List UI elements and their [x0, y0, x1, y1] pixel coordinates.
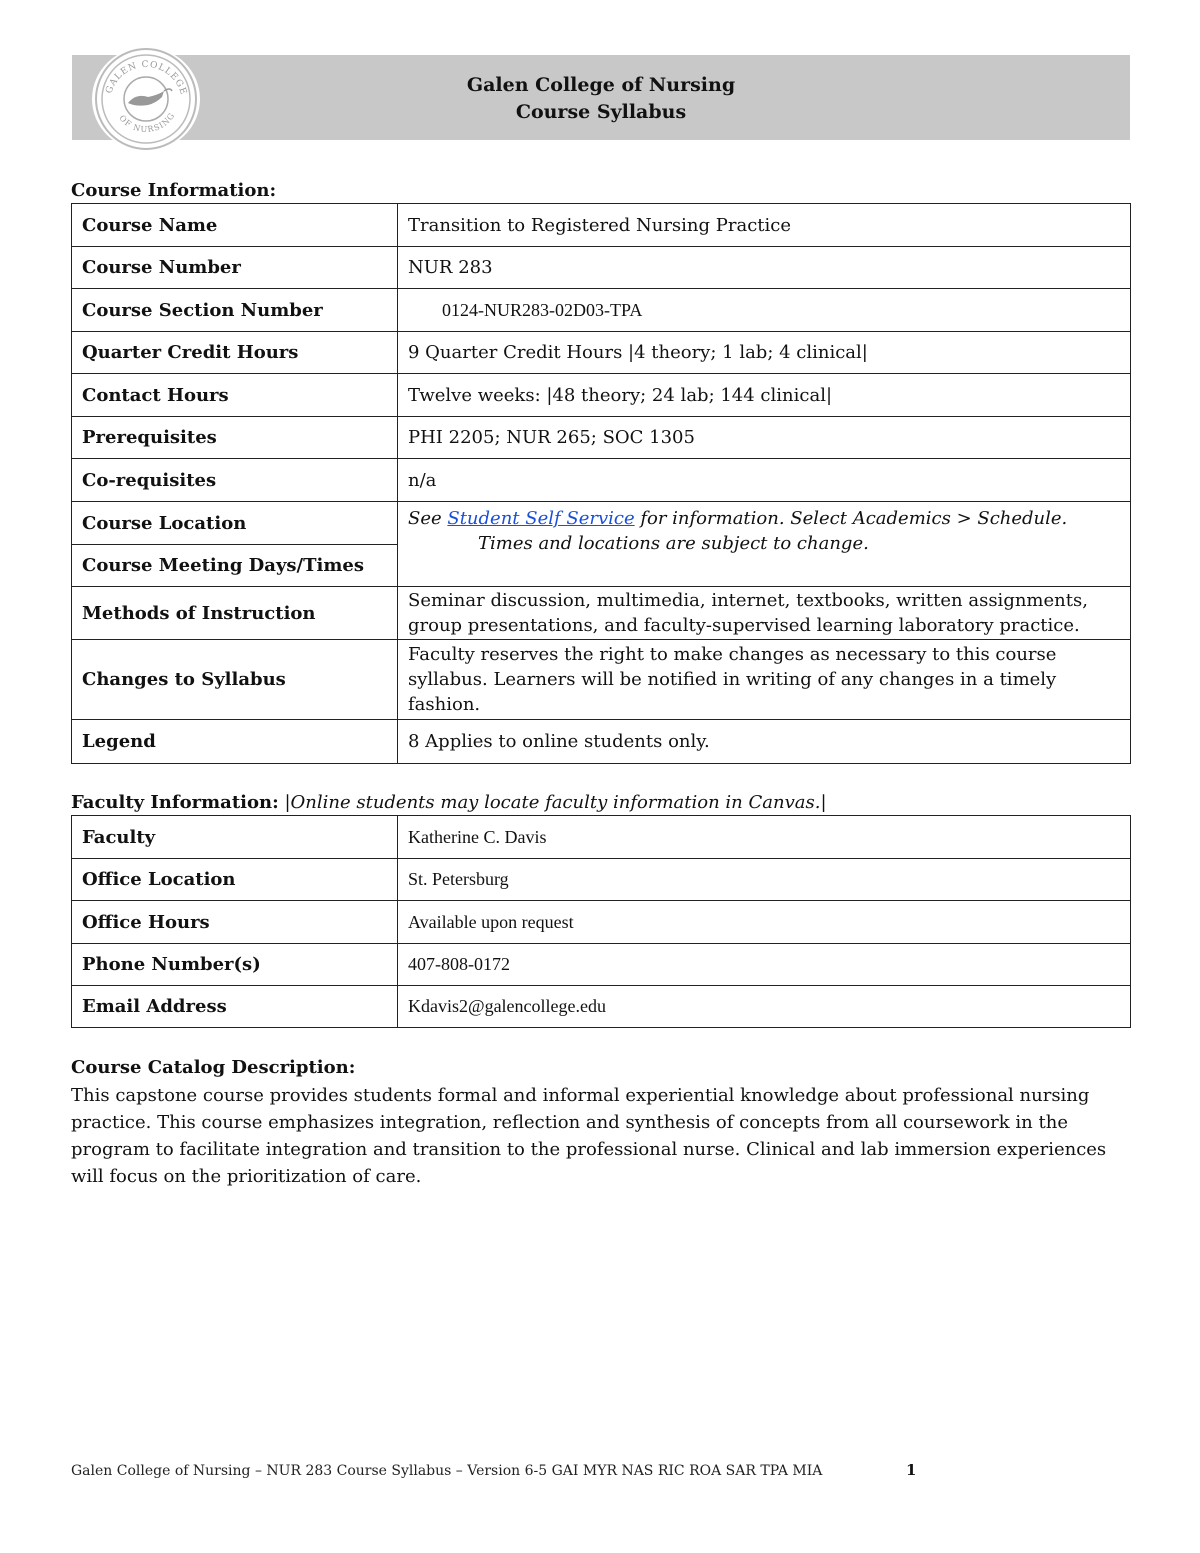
page-number: 1: [906, 1461, 917, 1479]
row-value: Transition to Registered Nursing Practice: [398, 204, 1131, 247]
row-key: Prerequisites: [72, 417, 398, 459]
row-key: Faculty: [72, 816, 398, 859]
faculty-information-table: [71, 815, 1131, 1028]
row-key: Legend: [72, 720, 398, 764]
table-row: [72, 720, 1131, 764]
row-key: Contact Hours: [72, 374, 398, 417]
table-row: [72, 417, 1131, 459]
table-row: [72, 901, 1131, 944]
row-value: Available upon request: [398, 901, 1131, 944]
table-row: [72, 986, 1131, 1028]
table-row: [72, 944, 1131, 986]
table-row: [72, 587, 1131, 640]
page-footer: Galen College of Nursing – NUR 283 Course Syllabus – Version 6-5 GAI MYR NAS RIC ROA SAR TPA MIA: [71, 1463, 823, 1479]
svg-text:GALEN COLLEGE: GALEN COLLEGE: [104, 59, 189, 97]
row-value: Kdavis2@galencollege.edu: [398, 986, 1131, 1028]
row-key: Office Location: [72, 859, 398, 901]
row-key: Course Meeting Days/Times: [72, 545, 398, 587]
faculty-information-note: |Online students may locate faculty information in Canvas.|: [278, 792, 827, 813]
table-row: [72, 859, 1131, 901]
row-key: Course Location: [72, 502, 398, 545]
college-name: Galen College of Nursing: [466, 74, 736, 96]
row-value: Twelve weeks: |48 theory; 24 lab; 144 clinical|: [398, 374, 1131, 417]
table-row: [72, 459, 1131, 502]
row-key: Phone Number(s): [72, 944, 398, 986]
row-key: Course Name: [72, 204, 398, 247]
student-self-service-link[interactable]: Student Self Service: [447, 508, 635, 529]
location-note-suffix: for information. Select Academics > Schedule.: [634, 508, 1068, 529]
table-row: [72, 289, 1131, 332]
row-value: NUR 283: [398, 247, 1131, 289]
svg-text:OF NURSING: OF NURSING: [117, 110, 177, 135]
row-key: Changes to Syllabus: [72, 640, 398, 720]
location-note-line2: Times and locations are subject to change.: [478, 533, 869, 554]
catalog-description-text: This capstone course provides students formal and informal experiential knowledge about professional nursing practice. This course emphasizes integration, reflection and synthesis of concepts from all coursework in the program to facilitate integration and transition to the professional nurse. Clinical and lab immersion experiences will focus on the prioritization of care.: [71, 1085, 1107, 1187]
course-information-table: [71, 203, 1131, 764]
row-value: 9 Quarter Credit Hours |4 theory; 1 lab; 4 clinical|: [398, 332, 1131, 374]
table-row: [72, 204, 1131, 247]
row-key: Quarter Credit Hours: [72, 332, 398, 374]
row-value: St. Petersburg: [398, 859, 1131, 901]
table-row: [72, 332, 1131, 374]
row-key: Email Address: [72, 986, 398, 1028]
faculty-information-label: [71, 792, 827, 813]
row-key: Office Hours: [72, 901, 398, 944]
row-key: Methods of Instruction: [72, 587, 398, 640]
table-row: [72, 502, 1131, 545]
row-key: Co-requisites: [72, 459, 398, 502]
table-row: [72, 816, 1131, 859]
row-value: Katherine C. Davis: [398, 816, 1131, 859]
table-row: [72, 247, 1131, 289]
row-value: Faculty reserves the right to make changes as necessary to this course syllabus. Learners will be notified in writing of any changes in a timely fashion.: [398, 640, 1131, 720]
table-row: [72, 640, 1131, 720]
row-value: PHI 2205; NUR 265; SOC 1305: [398, 417, 1131, 459]
faculty-information-title: Faculty Information:: [71, 792, 279, 813]
document-title: Course Syllabus: [515, 101, 687, 123]
row-value: Seminar discussion, multimedia, internet, textbooks, written assignments, group presentations, and faculty-supervised learning laboratory practice.: [398, 587, 1131, 640]
document-header: [72, 72, 1130, 126]
row-value: 8 Applies to online students only.: [398, 720, 1131, 764]
location-note: [398, 502, 1131, 587]
row-value: n/a: [398, 459, 1131, 502]
row-key: Course Number: [72, 247, 398, 289]
row-value: 407-808-0172: [398, 944, 1131, 986]
row-value: 0124-NUR283-02D03-TPA: [398, 289, 1131, 332]
course-information-label: Course Information:: [71, 180, 277, 201]
table-row: [72, 374, 1131, 417]
catalog-description-label: Course Catalog Description:: [71, 1057, 356, 1078]
row-key: Course Section Number: [72, 289, 398, 332]
location-note-prefix: See: [408, 508, 448, 529]
